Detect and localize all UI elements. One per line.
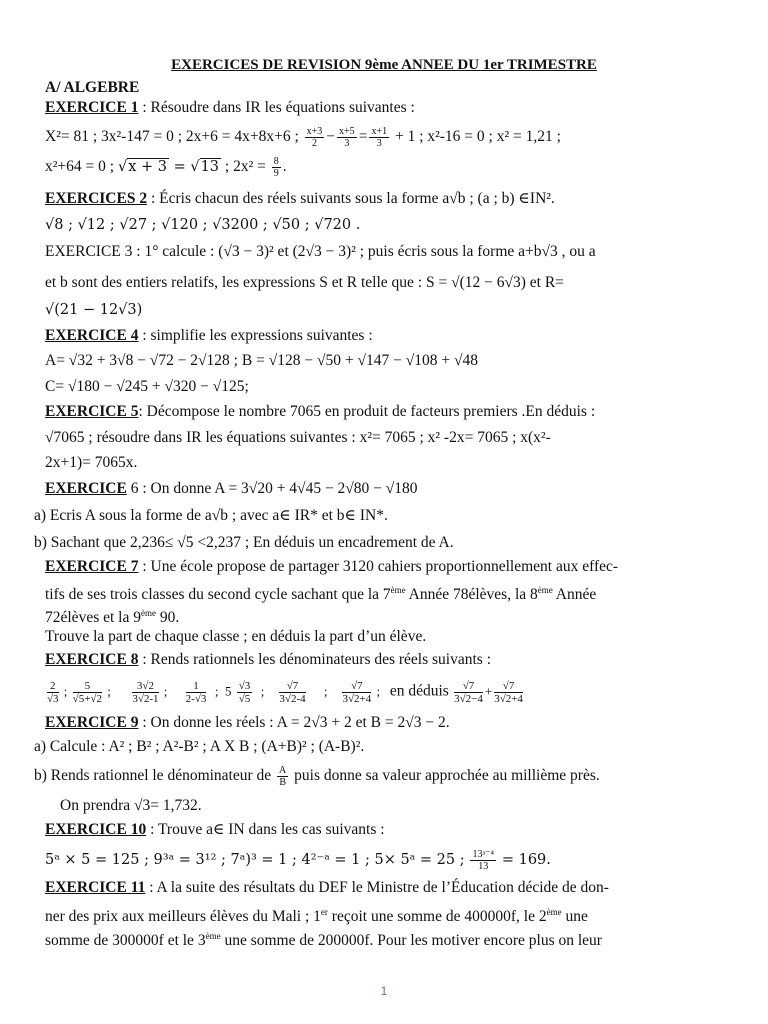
exercise-9-heading: EXERCICE 9 <box>45 714 139 731</box>
exercise-3-line-2: et b sont des entiers relatifs, les expressions S et R telle que : S = √(12 − 6√3) et R= <box>45 274 564 291</box>
exercise-10-statement: EXERCICE 10 : Trouve a∈ IN dans les cas suivants : <box>45 821 385 838</box>
exercise-5-heading: EXERCICE 5 <box>45 403 139 420</box>
fraction: $\frac{x+3}{2}$ <box>306 126 323 149</box>
exercise-8-statement: EXERCICE 8 : Rends rationnels les dénominateurs des réels suivants : <box>45 651 492 668</box>
exercise-9-part-a: a) Calcule : A² ; B² ; A²-B² ; A X B ; (A+B)² ; (A-B)². <box>34 738 365 755</box>
exercise-6-part-a: a) Ecris A sous la forme de a√b ; avec a∈ IR* et b∈ IN*. <box>34 507 388 524</box>
exercise-8-fractions: $\frac{2}{√3}$ ; $\frac{5}{√5+√2}$ ; $\frac{3√2}{3√2-1}$ ; $\frac{1}{2-√3}$ ; 5 $\frac{√3}{√5}$ ; $\frac{√7}{3√2-4}$ ; $\frac{√7}{3√2+4}$ ; en déduis $\frac{√7}{3√2-4}$ + $\frac{√7}{3√2+4}$ <box>47 680 523 705</box>
exercise-8-heading: EXERCICE 8 <box>45 651 139 668</box>
exercise-6-statement: EXERCICE 6 : On donne A = 3√20 + 4√45 − 2√80 − √180 <box>45 480 418 497</box>
exercise-4-statement: EXERCICE 4 : simplifie les expressions suivantes : <box>45 327 373 344</box>
exercise-5-statement: EXERCICE 5: Décompose le nombre 7065 en produit de facteurs premiers .En déduis : <box>45 403 596 420</box>
exercise-11-line-3: somme de 300000f et le 3ème une somme de 200000f. Pour les motiver encore plus on leur <box>45 931 602 950</box>
exercise-9-statement: EXERCICE 9 : On donne les réels : A = 2√3 + 2 et B = 2√3 − 2. <box>45 714 450 731</box>
exercise-9-note: On prendra √3= 1,732. <box>60 797 202 814</box>
exercise-4-expr-c: C= √180 − √245 + √320 − √125; <box>45 378 249 395</box>
page-title: EXERCICES DE REVISION 9ème ANNEE DU 1er TRIMESTRE <box>171 57 597 73</box>
exercise-5-line-2: √7065 ; résoudre dans IR les équations suivantes : x²= 7065 ; x² -2x= 7065 ; x(x²- <box>45 429 551 446</box>
exercise-7-line-2: tifs de ses trois classes du second cycle sachant que la 7ème Année 78élèves, la 8ème Année <box>45 585 597 604</box>
exercise-6-heading: EXERCICE <box>45 480 127 497</box>
exercise-1-equations-2: x²+64 = 0 ; √x + 3 = √13 ; 2x² = $\frac{8}{9}$ . <box>45 156 287 179</box>
section-algebra: A/ ALGEBRE <box>45 79 140 96</box>
exercise-1-statement: EXERCICE 1 : Résoudre dans IR les équations suivantes : <box>45 99 415 116</box>
exercise-1-equations: X²= 81 ; 3x²-147 = 0 ; 2x+6 = 4x+8x+6 ; $\frac{x+3}{2}$ − $\frac{x+5}{3}$ = $\frac{x+1}{3}$ + 1 ; x²-16 = 0 ; x² = 1,21 ; <box>45 126 561 149</box>
exercise-6-part-b: b) Sachant que 2,236≤ √5 <2,237 ; En déduis un encadrement de A. <box>34 534 454 551</box>
exercise-9-part-b: b) Rends rationnel le dénominateur de $\frac{A}{B}$ puis donne sa valeur approchée au millième près. <box>34 765 600 788</box>
exercise-4-expr-ab: A= √32 + 3√8 − √72 − 2√128 ; B = √128 − √50 + √147 − √108 + √48 <box>45 352 478 369</box>
exercise-7-line-4: Trouve la part de chaque classe ; en déduis la part d’un élève. <box>45 628 427 645</box>
exercise-10-equations: 5ᵃ × 5 = 125 ; 9³ᵃ = 3¹² ; 7ᵃ)³ = 1 ; 4²⁻ᵃ = 1 ; 5× 5ᵃ = 25 ; $\frac{\text{13ᵃ⁻⁴}}{13}$ = 169. <box>45 849 551 872</box>
exercise-11-heading: EXERCICE 11 <box>45 879 146 896</box>
exercise-5-line-3: 2x+1)= 7065x. <box>45 454 138 471</box>
page-number: 1 <box>380 984 388 998</box>
exercise-7-line-1: EXERCICE 7 : Une école propose de partager 3120 cahiers proportionnellement aux effec- <box>45 558 619 575</box>
fraction: $\frac{x+1}{3}$ <box>371 126 388 149</box>
exercise-7-line-3: 72élèves et la 9ème 90. <box>45 608 180 627</box>
exercise-7-heading: EXERCICE 7 <box>45 558 139 575</box>
exercise-2-statement: EXERCICES 2 : Écris chacun des réels suivants sous la forme a√b ; (a ; b) ∈IN². <box>45 190 555 207</box>
exercise-2-heading: EXERCICES 2 <box>45 190 148 207</box>
exercise-1-heading: EXERCICE 1 <box>45 99 139 116</box>
exercise-3-line-1: EXERCICE 3 : 1° calcule : (√3 − 3)² et (2√3 − 3)² ; puis écris sous la forme a+b√3 , ou a <box>45 243 596 260</box>
exercise-10-heading: EXERCICE 10 <box>45 821 147 838</box>
fraction: $\frac{x+5}{3}$ <box>339 126 355 149</box>
exercise-3-line-3: √(21 − 12√3) <box>45 302 143 318</box>
fraction: $\frac{8}{9}$ <box>273 156 279 179</box>
exercise-2-list: √8 ; √12 ; √27 ; √120 ; √3200 ; √50 ; √720 . <box>45 217 361 233</box>
exercise-11-line-2: ner des prix aux meilleurs élèves du Mali ; 1er reçoit une somme de 400000f, le 2ème une <box>45 907 588 926</box>
exercise-4-heading: EXERCICE 4 <box>45 327 139 344</box>
exercise-11-line-1: EXERCICE 11 : A la suite des résultats du DEF le Ministre de l’Éducation décide de don- <box>45 879 609 896</box>
